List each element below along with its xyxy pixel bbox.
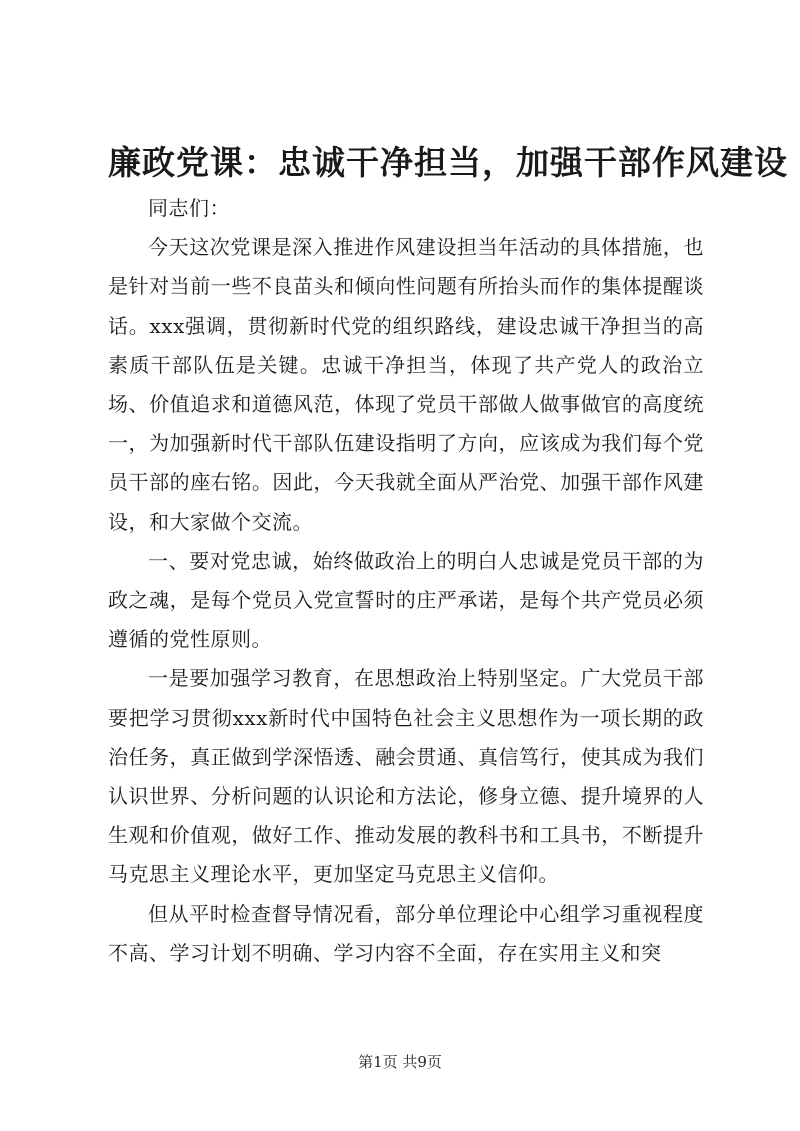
paragraph-inspection: 但从平时检查督导情况看，部分单位理论中心组学习重视程度不高、学习计划不明确、学习内容不全面，存在实用主义和突 (108, 901, 704, 965)
page-footer: 第1页 共9页 (358, 1053, 442, 1071)
salutation: 同志们： (148, 196, 230, 220)
document-body (108, 189, 704, 973)
paragraph-intro: 今天这次党课是深入推进作风建设担当年活动的具体措施，也是针对当前一些不良苗头和倾向性问题有所抬头而作的集体提醒谈话。xxx强调，贯彻新时代党的组织路线，建设忠诚干净担当的高素质干部队伍是关键。忠诚干净担当，体现了共产党人的政治立场、价值追求和道德风范，体现了党员干部做人做事做官的高度统一，为加强新时代干部队伍建设指明了方向，应该成为我们每个党员干部的座右铭。因此，今天我就全面从严治党、加强干部作风建设，和大家做个交流。 (108, 235, 704, 534)
paragraph-section-one: 一、要对党忠诚，始终做政治上的明白人忠诚是党员干部的为政之魂，是每个党员入党宣誓时的庄严承诺，是每个共产党员必须遵循的党性原则。 (108, 548, 704, 652)
paragraph-point-one: 一是要加强学习教育，在思想政治上特别坚定。广大党员干部要把学习贯彻xxx新时代中国特色社会主义思想作为一项长期的政治任务，真正做到学深悟透、融会贯通、真信笃行，使其成为我们认识世界、分析问题的认识论和方法论，修身立德、提升境界的人生观和价值观，做好工作、推动发展的教科书和工具书，不断提升马克思主义理论水平，更加坚定马克思主义信仰。 (108, 666, 704, 887)
document-title: 廉政党课：忠诚干净担当，加强干部作风建设 (108, 143, 788, 182)
